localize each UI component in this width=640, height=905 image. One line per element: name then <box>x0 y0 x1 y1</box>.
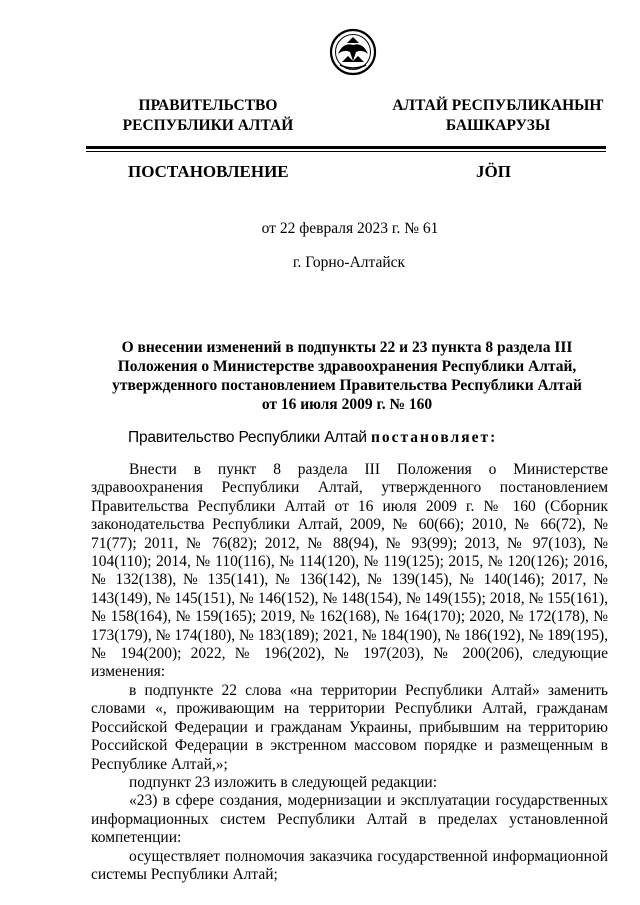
document-type-altai: JÖП <box>476 162 511 181</box>
decree-action: постановляет: <box>370 429 498 446</box>
header-divider-thin <box>86 151 606 152</box>
body-paragraph: в подпункте 22 слова «на территории Республики Алтай» заменить словами «, проживающим на территории Республики Алтай, гражданам Российской Федерации и гражданам Украины, прибывшим на территорию Российской Федерации в экстренном массовом порядке и размещенным в Республике Алтай,»; <box>91 681 608 773</box>
document-body <box>91 461 608 884</box>
title-line: утвержденного постановлением Правительства Республики Алтай <box>112 377 582 394</box>
government-name-russian <box>88 96 328 136</box>
body-paragraph: «23) в сфере создания, модернизации и эксплуатации государственных информационных систем Республики Алтай в пределах установленной компетенции: <box>91 792 608 847</box>
body-paragraph: Внести в пункт 8 раздела III Положения о Министерстве здравоохранения Республики Алтай, утвержденного постановлением Правительства Республики Алтай от 16 июля 2009 г. № 160 (Сборник законодательства Республики Алтай, 2009, № 60(66); 2010, № 66(72), № 71(77); 2011, № 76(82); 2012, № 88(94), № 93(99); 2013, № 97(103), № 104(110); 2014, № 110(116), № 114(120), № 119(125); 2015, № 120(126); 2016, № 132(138), № 135(141), № 136(142), № 139(145), № 140(146); 2017, № 143(149), № 145(151), № 146(152), № 148(154), № 149(155); 2018, № 155(161), № 158(164), № 159(165); 2019, № 162(168), № 164(170); 2020, № 172(178), № 173(179), № 174(180), № 183(189); 2021, № 184(190), № 186(192), № 189(195), № 194(200); 2022, № 196(202), № 197(203), № 200(206), следующие изменения: <box>91 461 608 681</box>
government-name-line: БАШКАРУЗЫ <box>445 117 551 134</box>
title-line: О внесении изменений в подпункты 22 и 23 пункта 8 раздела III <box>121 339 573 356</box>
coat-of-arms-icon <box>329 28 377 76</box>
decree-intro <box>128 428 497 447</box>
body-paragraph: осуществляет полномочия заказчика государственной информационной системы Республики Алтай; <box>91 847 608 883</box>
document-city: г. Горно-Алтайск <box>292 254 406 271</box>
government-name-line: ПРАВИТЕЛЬСТВО <box>138 97 278 114</box>
government-name-line: РЕСПУБЛИКИ АЛТАЙ <box>122 117 294 134</box>
body-paragraph: подпункт 23 изложить в следующей редакции: <box>129 773 438 791</box>
document-date-number: от 22 февраля 2023 г. № 61 <box>261 220 439 237</box>
decree-intro-prefix: Правительство Республики Алтай <box>128 429 371 446</box>
government-name-altai <box>378 96 618 136</box>
title-line: Положения о Министерстве здравоохранения Республики Алтай, <box>117 358 577 375</box>
government-name-line: АЛТАЙ РЕСПУБЛИКАНЫҤ <box>392 97 604 114</box>
document-title <box>104 338 590 414</box>
document-type-russian: ПОСТАНОВЛЕНИЕ <box>128 162 289 181</box>
title-line: от 16 июля 2009 г. № 160 <box>261 396 433 413</box>
header-divider-thick <box>86 146 606 149</box>
